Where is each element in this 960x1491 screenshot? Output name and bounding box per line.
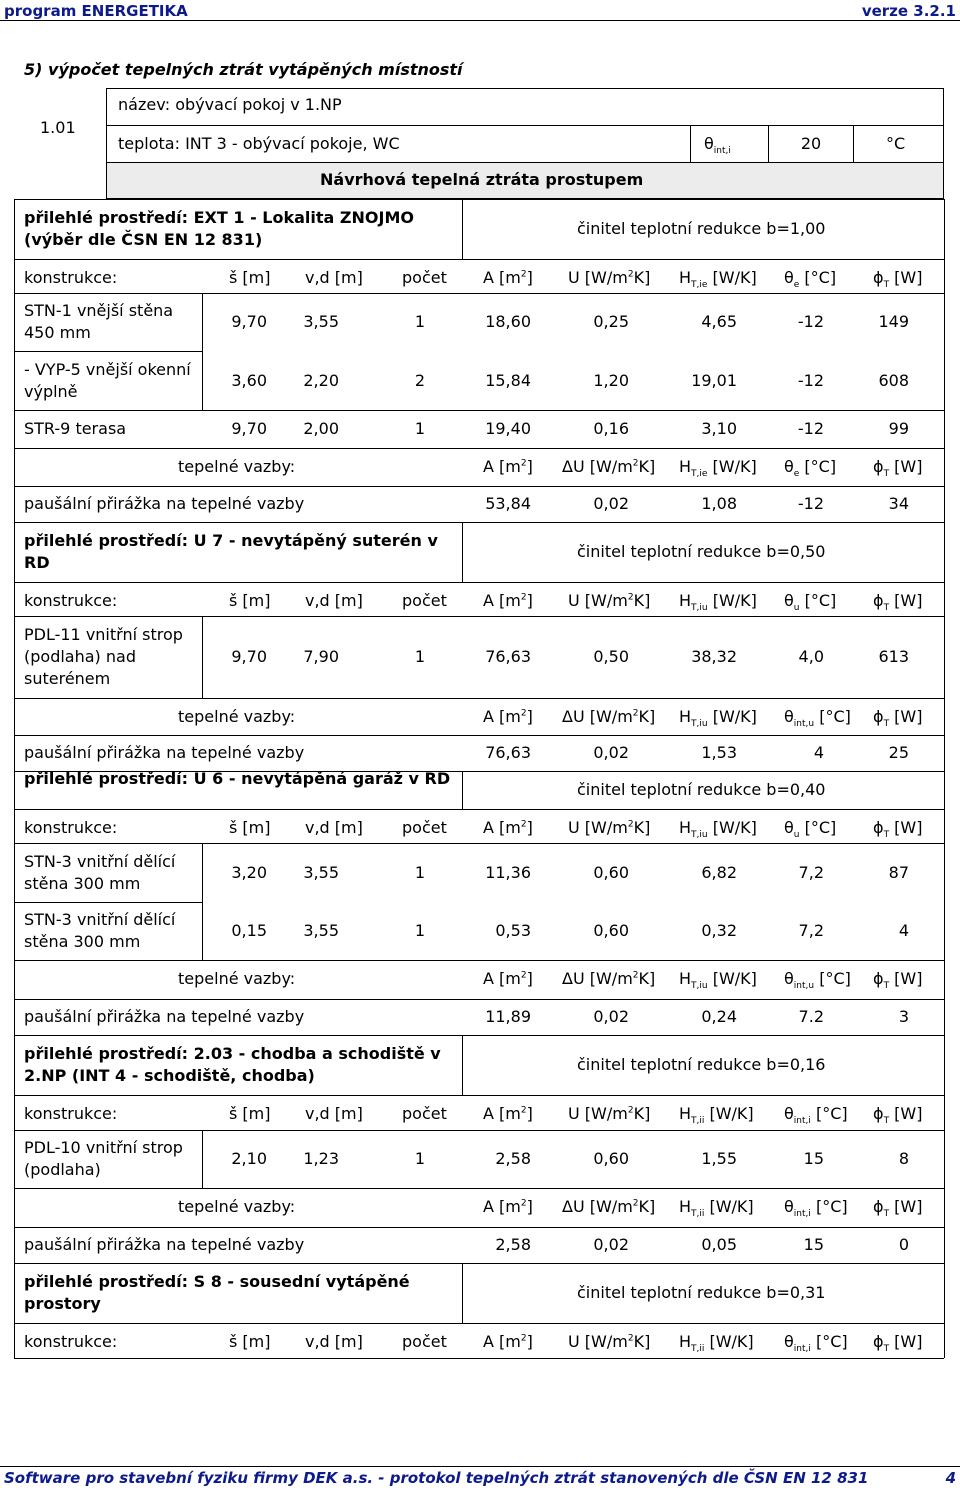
header-area: A $[m^2]$	[483, 457, 533, 476]
room-name: název: obývací pokoj v 1.NP	[118, 95, 342, 114]
header-heat-loss-coefficient: $H_{T,ie}$ [W/K]	[679, 457, 757, 480]
cell-a: 11,89	[485, 1007, 531, 1026]
header-heat-loss: $\phi_T$ [W]	[873, 969, 923, 992]
adjacent-environment: přilehlé prostředí: U 6 - nevytápěná garáž v RD	[24, 769, 451, 788]
cell-n: 1	[414, 312, 425, 331]
header-temperature: $\theta_{int,i}$ [°C]	[784, 1197, 848, 1220]
cell-u: 0,16	[593, 419, 629, 438]
cell-th: 7.2	[798, 1007, 824, 1026]
column-divider	[202, 293, 203, 410]
cell-u: 1,20	[593, 371, 629, 390]
header-height: v,d [m]	[305, 1104, 363, 1123]
header-construction: konstrukce:	[24, 591, 118, 610]
reduction-factor: činitel teplotní redukce b=0,50	[577, 542, 826, 561]
column-divider	[944, 199, 945, 1358]
header-u-value: U $[W/m^2K]$	[568, 818, 651, 837]
header-temperature: $\theta_e$ [°C]	[784, 268, 837, 291]
header-area: A $[m^2]$	[483, 1104, 533, 1123]
cell-ht: 6,82	[701, 863, 737, 882]
cell-ht: 38,32	[691, 647, 737, 666]
row-divider	[14, 410, 944, 411]
cell-phi: 149	[878, 312, 909, 331]
header-u-value: U $[W/m^2K]$	[568, 1332, 651, 1351]
column-divider	[14, 199, 15, 1358]
header-heat-loss-coefficient: $H_{T,ii}$ [W/K]	[679, 1104, 754, 1127]
header-delta-u: ΔU $[W/m^2K]$	[562, 707, 656, 726]
cell-u: 0,25	[593, 312, 629, 331]
cell-a: 15,84	[485, 371, 531, 390]
cell-a: 76,63	[485, 647, 531, 666]
cell-n: 1	[414, 921, 425, 940]
header-area: A $[m^2]$	[483, 268, 533, 287]
header-temperature: $\theta_{int,u}$ [°C]	[784, 707, 851, 730]
cell-phi: 613	[878, 647, 909, 666]
thermal-bridge-name: paušální přirážka na tepelné vazby	[24, 743, 305, 762]
row-divider	[14, 199, 944, 200]
cell-phi: 3	[898, 1007, 909, 1026]
section-title: 5) výpočet tepelných ztrát vytápěných místností	[24, 60, 463, 79]
cell-a: 76,63	[485, 743, 531, 762]
cell-h: 3,55	[303, 312, 339, 331]
cell-h: 7,90	[303, 647, 339, 666]
construction-name: STR-9 terasa	[24, 419, 127, 438]
row-divider	[14, 293, 944, 294]
cell-h: 3,55	[303, 863, 339, 882]
cell-th: -12	[797, 371, 824, 390]
reduction-factor: činitel teplotní redukce b=0,16	[577, 1055, 826, 1074]
row-divider	[14, 999, 944, 1000]
header-construction: konstrukce:	[24, 818, 118, 837]
cell-u: 0,60	[593, 921, 629, 940]
cell-w: 9,70	[231, 647, 267, 666]
cell-a: 19,40	[485, 419, 531, 438]
design-temperature-label: $\theta_{int,i}$	[704, 134, 731, 157]
header-heat-loss-coefficient: $H_{T,iu}$ [W/K]	[679, 707, 757, 730]
page-number: 4	[945, 1469, 956, 1487]
column-divider	[202, 1130, 203, 1188]
cell-th: 4,0	[798, 647, 824, 666]
header-area: A $[m^2]$	[483, 1197, 533, 1216]
header-heat-loss: $\phi_T$ [W]	[873, 818, 923, 841]
cell-a: 2,58	[495, 1235, 531, 1254]
cell-u: 0,02	[593, 743, 629, 762]
column-divider	[462, 522, 463, 582]
header-count: počet	[402, 1104, 447, 1123]
header-area: A $[m^2]$	[483, 1332, 533, 1351]
room-info-divider	[106, 162, 944, 163]
header-u-value: U $[W/m^2K]$	[568, 268, 651, 287]
row-divider	[14, 1358, 944, 1359]
cell-ht: 4,65	[701, 312, 737, 331]
cell-n: 1	[414, 419, 425, 438]
header-construction: konstrukce:	[24, 268, 118, 287]
cell-a: 0,53	[495, 921, 531, 940]
reduction-factor: činitel teplotní redukce b=1,00	[577, 219, 826, 238]
row-divider	[14, 735, 944, 736]
header-area: A $[m^2]$	[483, 591, 533, 610]
cell-w: 3,60	[231, 371, 267, 390]
row-divider	[14, 843, 944, 844]
construction-name: - VYP-5 vnější okenní výplně	[24, 360, 191, 401]
column-divider	[202, 616, 203, 698]
banner-title: Návrhová tepelná ztráta prostupem	[320, 170, 644, 189]
header-count: počet	[402, 1332, 447, 1351]
row-divider	[14, 1263, 944, 1264]
header-heat-loss-coefficient: $H_{T,iu}$ [W/K]	[679, 591, 757, 614]
reduction-factor: činitel teplotní redukce b=0,31	[577, 1283, 826, 1302]
header-heat-loss-coefficient: $H_{T,iu}$ [W/K]	[679, 969, 757, 992]
cell-u: 0,02	[593, 494, 629, 513]
cell-th: 15	[803, 1149, 824, 1168]
cell-n: 1	[414, 647, 425, 666]
row-divider	[14, 1035, 944, 1036]
header-delta-u: ΔU $[W/m^2K]$	[562, 457, 656, 476]
row-divider	[14, 351, 202, 352]
header-temperature: $\theta_{int,u}$ [°C]	[784, 969, 851, 992]
header-count: počet	[402, 818, 447, 837]
cell-h: 3,55	[303, 921, 339, 940]
cell-w: 9,70	[231, 312, 267, 331]
cell-w: 3,20	[231, 863, 267, 882]
cell-th: -12	[797, 494, 824, 513]
column-divider	[462, 199, 463, 259]
cell-h: 2,20	[303, 371, 339, 390]
header-construction: konstrukce:	[24, 1104, 118, 1123]
construction-name: STN-3 vnitřní dělící stěna 300 mm	[24, 910, 176, 951]
construction-name: PDL-11 vnitřní strop (podlaha) nad suterénem	[24, 625, 183, 688]
header-temperature: $\theta_{int,i}$ [°C]	[784, 1332, 848, 1355]
cell-th: 7,2	[798, 863, 824, 882]
column-divider	[462, 771, 463, 809]
cell-ht: 0,05	[701, 1235, 737, 1254]
cell-w: 0,15	[231, 921, 267, 940]
row-divider	[14, 960, 944, 961]
header-construction: konstrukce:	[24, 1332, 118, 1351]
cell-phi: 25	[888, 743, 909, 762]
room-info-divider	[853, 125, 854, 163]
header-delta-u: ΔU $[W/m^2K]$	[562, 1197, 656, 1216]
cell-ht: 0,32	[701, 921, 737, 940]
header-height: v,d [m]	[305, 268, 363, 287]
cell-n: 1	[414, 863, 425, 882]
row-divider	[14, 1323, 944, 1324]
header-area: A $[m^2]$	[483, 818, 533, 837]
header-temperature: $\theta_e$ [°C]	[784, 457, 837, 480]
construction-name: PDL-10 vnitřní strop (podlaha)	[24, 1138, 183, 1179]
cell-ht: 1,08	[701, 494, 737, 513]
adjacent-environment: přilehlé prostředí: EXT 1 - Lokalita ZNOJMO (výběr dle ČSN EN 12 831)	[24, 208, 414, 249]
cell-th: 4	[813, 743, 824, 762]
row-divider	[14, 809, 944, 810]
row-divider	[14, 1095, 944, 1096]
thermal-bridge-name: paušální přirážka na tepelné vazby	[24, 1235, 305, 1254]
header-height: v,d [m]	[305, 818, 363, 837]
cell-th: -12	[797, 312, 824, 331]
cell-phi: 608	[878, 371, 909, 390]
row-divider	[14, 698, 944, 699]
header-count: počet	[402, 268, 447, 287]
header-temperature: $\theta_u$ [°C]	[784, 818, 837, 841]
header-area: A $[m^2]$	[483, 969, 533, 988]
header-count: počet	[402, 591, 447, 610]
row-divider	[14, 448, 944, 449]
header-temperature: $\theta_{int,i}$ [°C]	[784, 1104, 848, 1127]
header-height: v,d [m]	[305, 591, 363, 610]
header-heat-loss: $\phi_T$ [W]	[873, 1332, 923, 1355]
cell-u: 0,60	[593, 1149, 629, 1168]
cell-a: 18,60	[485, 312, 531, 331]
cell-phi: 4	[898, 921, 909, 940]
header-heat-loss-coefficient: $H_{T,ie}$ [W/K]	[679, 268, 757, 291]
design-temperature-unit: °C	[886, 134, 906, 153]
header-u-value: U $[W/m^2K]$	[568, 1104, 651, 1123]
column-divider	[202, 843, 203, 960]
header-heat-loss: $\phi_T$ [W]	[873, 268, 923, 291]
cell-th: -12	[797, 419, 824, 438]
header-thermal-bridges: tepelné vazby:	[178, 969, 296, 988]
header-rule	[0, 20, 960, 21]
cell-phi: 0	[898, 1235, 909, 1254]
cell-u: 0,02	[593, 1007, 629, 1026]
adjacent-environment: přilehlé prostředí: U 7 - nevytápěný suterén v RD	[24, 531, 438, 572]
design-temperature-value: 20	[800, 134, 822, 153]
adjacent-environment: přilehlé prostředí: S 8 - sousední vytápěné prostory	[24, 1272, 410, 1313]
cell-ht: 0,24	[701, 1007, 737, 1026]
row-divider	[14, 1227, 944, 1228]
cell-w: 9,70	[231, 419, 267, 438]
row-divider	[14, 486, 944, 487]
cell-ht: 19,01	[691, 371, 737, 390]
room-temperature-class: teplota: INT 3 - obývací pokoje, WC	[118, 134, 400, 153]
header-temperature: $\theta_u$ [°C]	[784, 591, 837, 614]
cell-h: 2,00	[303, 419, 339, 438]
cell-n: 1	[414, 1149, 425, 1168]
header-heat-loss: $\phi_T$ [W]	[873, 1104, 923, 1127]
footer-rule	[0, 1466, 960, 1467]
row-divider	[14, 616, 944, 617]
cell-w: 2,10	[231, 1149, 267, 1168]
cell-phi: 87	[888, 863, 909, 882]
room-info-divider	[106, 125, 944, 126]
header-heat-loss: $\phi_T$ [W]	[873, 1197, 923, 1220]
header-heat-loss: $\phi_T$ [W]	[873, 457, 923, 480]
header-heat-loss-coefficient: $H_{T,ii}$ [W/K]	[679, 1332, 754, 1355]
cell-a: 53,84	[485, 494, 531, 513]
header-height: v,d [m]	[305, 1332, 363, 1351]
cell-phi: 8	[898, 1149, 909, 1168]
cell-u: 0,60	[593, 863, 629, 882]
row-divider	[14, 259, 944, 260]
room-info-divider	[768, 125, 769, 163]
row-divider	[14, 902, 202, 903]
cell-th: 15	[803, 1235, 824, 1254]
header-width: š [m]	[229, 591, 271, 610]
header-delta-u: ΔU $[W/m^2K]$	[562, 969, 656, 988]
header-u-value: U $[W/m^2K]$	[568, 591, 651, 610]
row-divider	[14, 1188, 944, 1189]
header-heat-loss-coefficient: $H_{T,iu}$ [W/K]	[679, 818, 757, 841]
program-name: program ENERGETIKA	[4, 2, 188, 20]
footer-text: Software pro stavební fyziku firmy DEK a.s. - protokol tepelných ztrát stanovených dle ČSN EN 12 831	[4, 1469, 869, 1487]
cell-a: 11,36	[485, 863, 531, 882]
cell-n: 2	[414, 371, 425, 390]
cell-u: 0,50	[593, 647, 629, 666]
construction-name: STN-3 vnitřní dělící stěna 300 mm	[24, 852, 176, 893]
reduction-factor: činitel teplotní redukce b=0,40	[577, 780, 826, 799]
cell-phi: 34	[888, 494, 909, 513]
program-version: verze 3.2.1	[861, 2, 956, 20]
cell-ht: 1,55	[701, 1149, 737, 1168]
header-width: š [m]	[229, 818, 271, 837]
header-area: A $[m^2]$	[483, 707, 533, 726]
row-divider	[14, 582, 944, 583]
cell-a: 2,58	[495, 1149, 531, 1168]
cell-ht: 3,10	[701, 419, 737, 438]
header-width: š [m]	[229, 268, 271, 287]
header-width: š [m]	[229, 1104, 271, 1123]
column-divider	[462, 1263, 463, 1323]
row-divider	[14, 1130, 944, 1131]
row-divider	[14, 522, 944, 523]
cell-th: 7,2	[798, 921, 824, 940]
column-divider	[462, 1035, 463, 1095]
thermal-bridge-name: paušální přirážka na tepelné vazby	[24, 1007, 305, 1026]
cell-u: 0,02	[593, 1235, 629, 1254]
header-heat-loss: $\phi_T$ [W]	[873, 707, 923, 730]
adjacent-environment: přilehlé prostředí: 2.03 - chodba a schodiště v 2.NP (INT 4 - schodiště, chodba)	[24, 1044, 441, 1085]
cell-h: 1,23	[303, 1149, 339, 1168]
room-info-divider	[690, 125, 691, 163]
room-number: 1.01	[40, 118, 76, 137]
cell-ht: 1,53	[701, 743, 737, 762]
cell-phi: 99	[888, 419, 909, 438]
header-heat-loss-coefficient: $H_{T,ii}$ [W/K]	[679, 1197, 754, 1220]
header-heat-loss: $\phi_T$ [W]	[873, 591, 923, 614]
header-thermal-bridges: tepelné vazby:	[178, 1197, 296, 1216]
construction-name: STN-1 vnější stěna 450 mm	[24, 301, 174, 342]
header-thermal-bridges: tepelné vazby:	[178, 457, 296, 476]
header-thermal-bridges: tepelné vazby:	[178, 707, 296, 726]
header-width: š [m]	[229, 1332, 271, 1351]
thermal-bridge-name: paušální přirážka na tepelné vazby	[24, 494, 305, 513]
